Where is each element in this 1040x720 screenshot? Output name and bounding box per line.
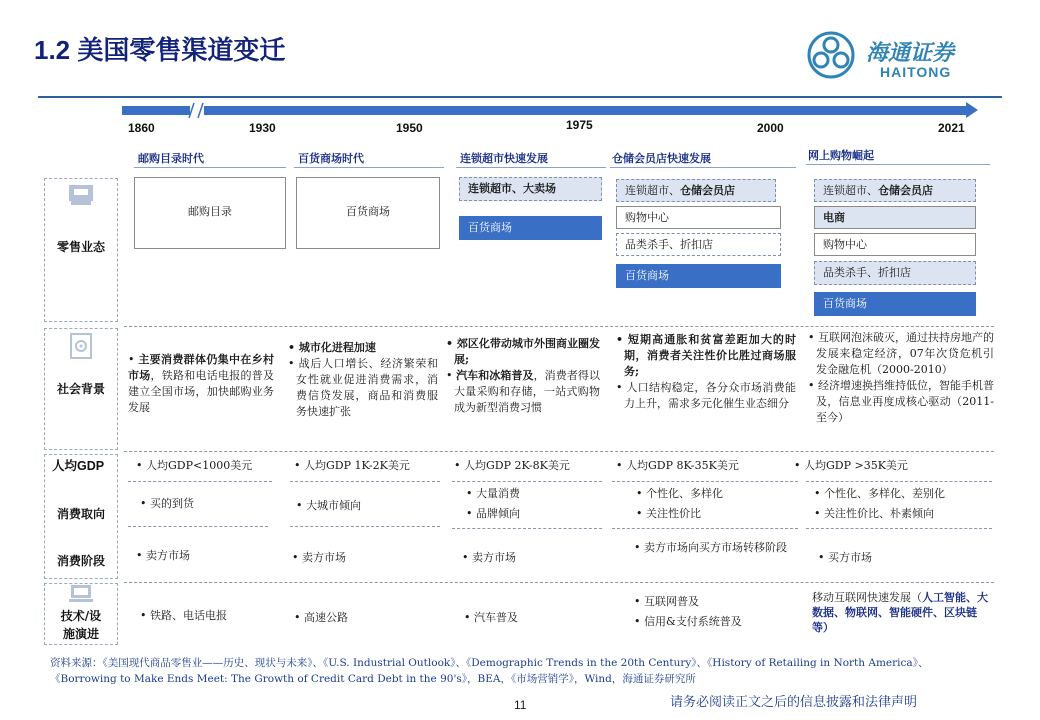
row-divider [612, 528, 798, 529]
row-divider [612, 481, 798, 482]
row-divider [290, 526, 440, 527]
retail-department-box: 百货商场 [459, 216, 602, 240]
source-note: 资料来源：《美国现代商品零售业——历史、现状与未来》、《U.S. Industrial Outlook》、《Demographic Trends in the 20th Century》、《History of Retailing in North America》、《Borrowing to Make Ends Meet: The Growth of Credit Card Debt in the 90's》，BEA，《市场营销学》，Wind，海通证券研究所 [50, 657, 929, 685]
retail-department-box: 百货商场 [616, 264, 781, 288]
page-title [34, 30, 285, 67]
retail-department-box: 百货商场 [814, 292, 976, 316]
society-col-4-text: • 人口结构稳定，各分众市场消费能力上升，需求多元化催生业态细分 [616, 381, 796, 410]
haitong-logo-icon [806, 30, 856, 80]
row-label-orientation: 消费取向 [56, 507, 105, 521]
gdp-col-5: • 人均GDP >35K美元 [794, 459, 908, 472]
tech-col-3: • 汽车普及 [464, 611, 518, 624]
retail-department-box: 百货商场 [296, 177, 440, 249]
retail-mall-box: 购物中心 [814, 233, 976, 256]
stage-col-3: • 卖方市场 [462, 551, 516, 564]
row-divider [124, 451, 994, 452]
society-col-3-lead: • 郊区化带动城市外围商业圈发展; [446, 337, 600, 366]
title-number: 1.2 [34, 35, 71, 65]
era-department-store: 百货商场时代 [298, 152, 364, 165]
logo-chinese: 海通证券 [866, 40, 955, 66]
year-1930: 1930 [249, 121, 276, 135]
header-divider [38, 96, 1002, 98]
gdp-col-3: • 人均GDP 2K-8K美元 [454, 459, 570, 472]
row-label-stage: 消费阶段 [56, 554, 105, 568]
retail-category-killer-box: 品类杀手、折扣店 [616, 233, 781, 256]
retail-mail-order-box: 邮购目录 [134, 177, 286, 249]
retail-chain-warehouse-box [814, 179, 976, 202]
tech-col-5-prefix: 移动互联网快速发展（ [812, 591, 922, 604]
row-divider [128, 526, 268, 527]
retail-chain-warehouse-box [616, 179, 776, 202]
tech-col-2: • 高速公路 [294, 611, 348, 624]
tech-col-5-highlight: 人工智能、大数据、物联网、智能硬件、区块链等） [812, 591, 988, 634]
retail-chain-text: 连锁超市、 [625, 184, 680, 197]
era-mail-order: 邮购目录时代 [138, 152, 204, 165]
retail-mall-box: 购物中心 [616, 206, 781, 229]
society-col-2 [288, 340, 438, 420]
society-col-2-lead: • 城市化进程加速 [288, 341, 376, 354]
year-1860: 1860 [128, 121, 155, 135]
row-label-tech-1: 技术/设 [60, 609, 102, 623]
disclaimer: 请务必阅读正文之后的信息披露和法律声明 [670, 695, 918, 710]
timeline-arrow [122, 106, 968, 115]
society-col-4-lead: • 短期高通胀和贫富差距加大的时期，消费者关注性价比胜过商场服务; [616, 333, 796, 378]
stage-col-4: • 卖方市场向买方市场转移阶段 [634, 541, 787, 554]
retail-ecommerce-box: 电商 [814, 206, 976, 229]
year-2021: 2021 [938, 121, 965, 135]
row-divider [290, 481, 440, 482]
era-underline [610, 167, 796, 168]
row-divider [128, 481, 272, 482]
gear-icon [66, 332, 96, 360]
era-underline [294, 167, 444, 168]
row-divider [124, 582, 994, 583]
row-divider [124, 326, 994, 327]
tech-col-4: • 互联网普及 • 信用&支付系统普及 [634, 595, 742, 628]
year-1950: 1950 [396, 121, 423, 135]
era-chain-supermarket: 连锁超市快速发展 [460, 152, 548, 165]
society-col-5-text-2: • 经济增速换挡维持低位，智能手机普及，信息业再度成核心驱动（2011-至今） [808, 379, 994, 424]
orientation-col-4: • 个性化、多样化 • 关注性价比 [636, 487, 723, 520]
society-col-3 [446, 336, 600, 416]
gdp-col-1: • 人均GDP<1000美元 [136, 459, 253, 472]
society-col-1: • 主要消费群体仍集中在乡村市场，铁路和电话电报的普及建立全国市场，加快邮购业务发展 [128, 353, 274, 414]
timeline-arrowhead [966, 102, 978, 118]
row-label-gdp: 人均GDP [52, 459, 105, 473]
row-divider [452, 528, 602, 529]
era-underline [806, 164, 990, 165]
orientation-col-5: • 个性化、多样化、差别化 • 关注性价比、朴素倾向 [814, 487, 945, 520]
orientation-col-1: • 买的到货 [140, 497, 194, 510]
retail-warehouse-text: 仓储会员店 [680, 184, 735, 197]
row-label-society: 社会背景 [56, 382, 105, 396]
society-col-1-lead: 主要消费群体仍集中在乡村市场 [128, 353, 274, 382]
tech-col-5 [812, 590, 992, 635]
retail-chain-text: 连锁超市、 [823, 184, 878, 197]
computer-icon [66, 584, 96, 604]
society-col-5-text-1: • 互联网泡沫破灭，通过扶持房地产的发展来稳定经济，07年次贷危机引发金融危机（2000-2010） [808, 331, 994, 376]
row-divider [806, 481, 992, 482]
year-1975: 1975 [566, 118, 593, 132]
retail-category-killer-box: 品类杀手、折扣店 [814, 261, 976, 285]
timeline-break [184, 102, 212, 119]
row-label-retail: 零售业态 [56, 240, 105, 254]
tech-col-1: • 铁路、电话电报 [140, 609, 227, 622]
row-divider [452, 481, 602, 482]
era-warehouse-club: 仓储会员店快速发展 [612, 152, 711, 165]
title-text: 美国零售渠道变迁 [77, 36, 286, 66]
society-col-1-text: ，铁路和电话电报的普及建立全国市场，加快邮购业务发展 [128, 369, 274, 414]
era-underline [134, 167, 286, 168]
society-col-4 [616, 332, 796, 412]
society-col-5 [808, 330, 994, 426]
gdp-col-2: • 人均GDP 1K-2K美元 [294, 459, 410, 472]
shop-icon [66, 182, 96, 210]
stage-col-2: • 卖方市场 [292, 551, 346, 564]
year-2000: 2000 [757, 121, 784, 135]
retail-chain-box: 连锁超市、大卖场 [459, 177, 602, 201]
stage-col-5: • 买方市场 [818, 551, 872, 564]
gdp-col-4: • 人均GDP 8K-35K美元 [616, 459, 739, 472]
page-number: 11 [514, 698, 527, 712]
row-label-tech-2: 施演进 [62, 627, 99, 641]
stage-col-1: • 卖方市场 [136, 549, 190, 562]
era-online-shopping: 网上购物崛起 [808, 149, 874, 162]
orientation-col-3: • 大量消费 • 品牌倾向 [466, 487, 520, 520]
era-underline [456, 167, 606, 168]
row-divider [806, 528, 992, 529]
retail-warehouse-text: 仓储会员店 [878, 184, 933, 197]
society-col-3-text: • 汽车和冰箱普及，消费者得以大量采购和存储，一站式购物成为新型消费习惯 [446, 369, 600, 414]
logo-english: HAITONG [880, 64, 952, 80]
orientation-col-2: • 大城市倾向 [296, 499, 361, 512]
society-col-2-text: • 战后人口增长、经济繁荣和女性就业促进消费需求，消费信贷发展，商品和消费服务快速扩张 [288, 357, 438, 418]
